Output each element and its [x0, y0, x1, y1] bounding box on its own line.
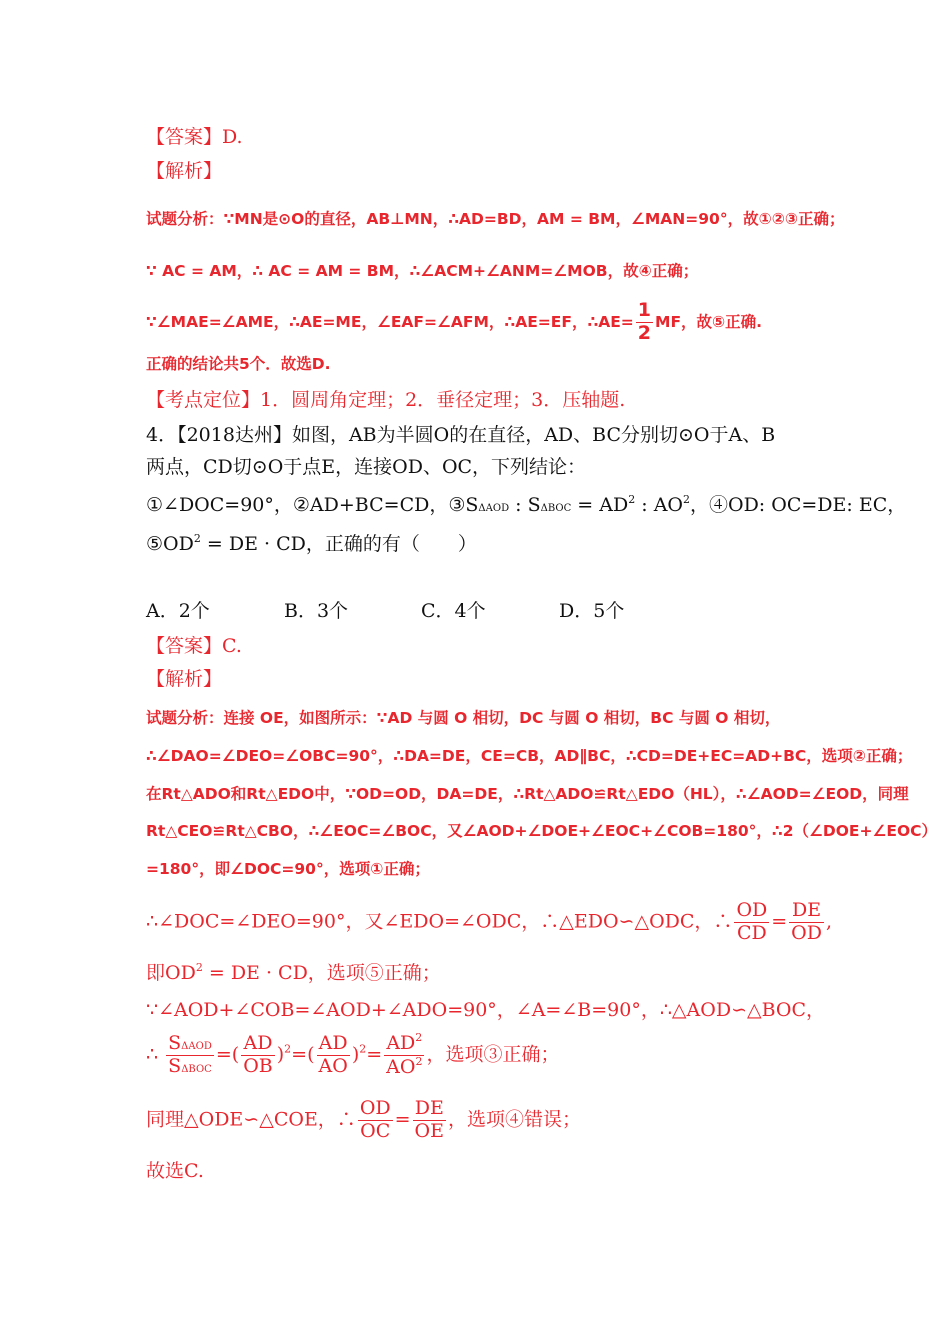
analysis-heading: 【解析】 [146, 668, 223, 690]
final-answer: 故选C. [146, 1160, 204, 1182]
question-text: 两点，CD切⊙O于点E，连接OD、OC，下列结论： [146, 456, 587, 478]
analysis-line: =180°，即∠DOC=90°，选项①正确； [146, 860, 430, 878]
analysis-line: Rt△CEO≌Rt△CBO，∴∠EOC=∠BOC，又∠AOD+∠DOE+∠EOC+∠COB=180°，∴2（∠DOE+∠EOC） [146, 822, 938, 840]
analysis-line: 试题分析：∵MN是⊙O的直径，AB⊥MN，∴AD=BD，AM = BM，∠MAN=90°，故①②③正确； [146, 210, 845, 228]
answer-label: 【答案】C. [146, 635, 242, 657]
analysis-line: ∴∠DAO=∠DEO=∠OBC=90°，∴DA=DE，CE=CB，AD∥BC，∴CD=DE+EC=AD+BC，选项②正确； [146, 747, 913, 765]
analysis-line: 即$OD^2$ = DE · CD，选项⑤正确； [146, 961, 441, 984]
question-text: 4．【2018达州】如图，AB为半圆O的在直径，AD、BC分别切⊙O于A、B [146, 424, 776, 446]
analysis-line: 正确的结论共5个．故选D. [146, 355, 331, 373]
analysis-line: ∵∠MAE=∠AME，∴AE=ME，∠EAF=∠AFM，∴AE=EF，∴AE= $\frac{1}{2}$ MF，故⑤正确. [146, 299, 763, 344]
analysis-line: ∴∠DOC=∠DEO=90°，又∠EDO=∠ODC，∴△EDO∽△ODC，∴ $\frac{OD}{CD}$ = $\frac{DE}{OD}$ , [146, 899, 833, 944]
analysis-line: ∵∠AOD+∠COB=∠AOD+∠ADO=90°，∠A=∠B=90°，∴△AOD∽△BOC， [146, 999, 826, 1021]
option-d: D．5个 [559, 600, 625, 622]
analysis-heading: 【解析】 [146, 160, 223, 182]
analysis-line: ∵ AC = AM，∴ AC = AM = BM，∴∠ACM+∠ANM=∠MOB，故④正确； [146, 262, 699, 280]
question-text: ①∠DOC=90°，②AD+BC=CD，③SΔAOD : $S\Delta BOC = AD^2$ : $AO^2$，④OD: OC=DE: EC， [146, 493, 907, 516]
key-points: 【考点定位】1．圆周角定理；2．垂径定理；3．压轴题. [146, 389, 626, 411]
question-text: $⑤OD^2$ = DE · CD，正确的有（ ） [146, 532, 477, 555]
analysis-line: 在Rt△ADO和Rt△EDO中，∵OD=OD，DA=DE，∴Rt△ADO≌Rt△EDO（HL），∴∠AOD=∠EOD，同理 [146, 785, 909, 803]
analysis-line: 试题分析：连接 OE，如图所示：∵AD 与圆 O 相切，DC 与圆 O 相切，BC 与圆 O 相切， [146, 709, 781, 727]
option-c: C．4个 [421, 600, 486, 622]
option-b: B．3个 [284, 600, 349, 622]
answer-label: 【答案】D. [146, 126, 243, 148]
analysis-line: 同理△ODE∽△COE，∴ $\frac{OD}{OC}$ = $\frac{DE}{OE}$ ，选项④错误； [146, 1097, 582, 1142]
option-a: A．2个 [146, 600, 210, 622]
analysis-line: ∴ $\frac{\text{SΔAOD}}{\text{SΔBOC}}$ =( $\frac{AD}{OB}$ )$^2$=( $\frac{AD}{AO}$ )$^2$= $\frac{AD^2}{AO^2}$ ，选项③正确； [146, 1031, 560, 1078]
